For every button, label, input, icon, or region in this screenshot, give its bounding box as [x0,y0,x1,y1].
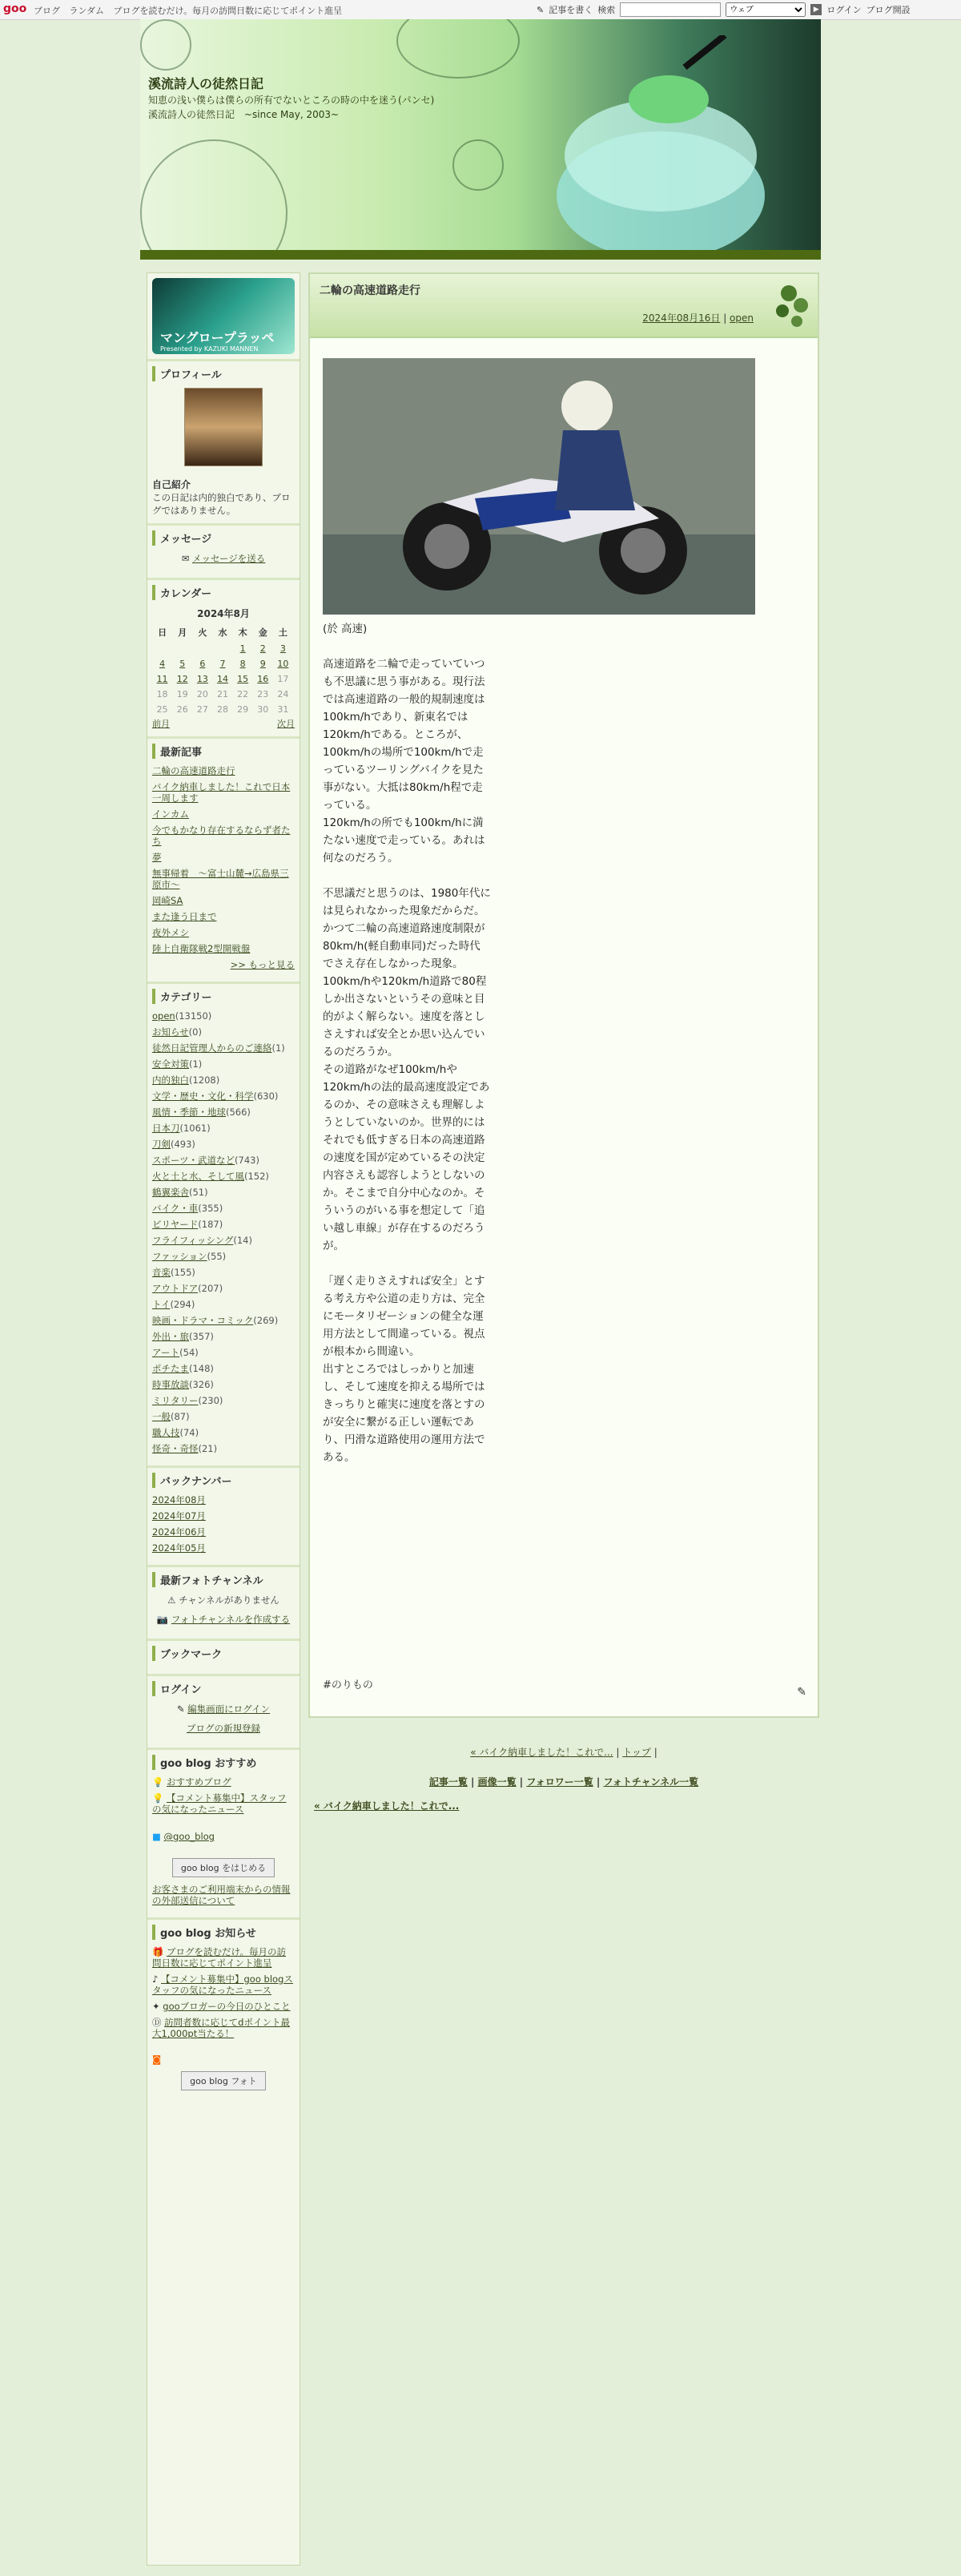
twitter-icon: ■ [152,1831,161,1842]
calendar-day: 31 [277,704,289,715]
recent-article-link[interactable]: また逢う日まで [152,911,217,922]
category-link[interactable]: スポーツ・武道など [152,1155,235,1166]
category-link[interactable]: 文学・歴史・文化・科学 [152,1090,254,1102]
category-link[interactable]: ファッション [152,1251,207,1262]
top-right-tools [537,2,911,17]
sidebar [147,272,300,2566]
d-point-icon: Ⓓ [152,2017,162,2028]
photo-channel-title: 最新フォトチャンネル [152,1572,295,1587]
send-message-link[interactable]: メッセージを送る [191,553,266,564]
recommend-title: goo blog おすすめ [152,1755,295,1770]
category-link[interactable]: 映画・ドラマ・コミック [152,1315,254,1326]
post-paragraph: 不思議だと思うのは、1980年代には見られなかった現象だからだ。 [323,887,491,917]
category-count: (743) [235,1155,259,1166]
calendar-day [192,641,212,656]
category-link[interactable]: 外出・旅 [152,1331,189,1342]
category-link[interactable]: フライフィッシング [152,1235,234,1246]
post-hashtag[interactable]: #のりもの [323,1679,373,1691]
category-link[interactable]: 怪奇・奇怪 [152,1443,199,1454]
write-article-link[interactable]: 記事を書く [549,5,593,15]
calendar-day[interactable]: 13 [196,674,208,684]
calendar-day[interactable]: 14 [216,674,228,684]
calendar-day[interactable]: 10 [277,659,289,669]
calendar-day: 29 [237,704,249,715]
backnumber-link[interactable]: 2024年08月 [152,1494,206,1506]
nav-point-promo[interactable]: ブログを読むだけ。毎月の訪問日数に応じてポイント進呈 [113,6,343,16]
post-date-link[interactable]: 2024年08月16日 [642,312,721,324]
calendar-day[interactable]: 12 [176,674,188,684]
start-goo-blog-button[interactable]: goo blog をはじめる [172,1858,275,1877]
calendar-day [152,641,172,656]
calendar-day[interactable]: 16 [257,674,269,684]
calendar-day[interactable]: 2 [259,643,266,654]
recent-article-link[interactable]: 岡崎SA [152,895,183,906]
news-title: goo blog お知らせ [152,1925,295,1940]
open-blog-link[interactable]: ブログ開設 [866,5,911,15]
motorcycle-photo[interactable] [323,358,755,615]
category-link[interactable]: 日本刀 [152,1123,180,1134]
post-paragraph: 100km/hや120km/h道路で80程しか出さないというその意味と目的がよく解らない。速度を落としさえすれば安全とか思い込んでいるのだろうか。 [323,975,487,1058]
category-count: (54) [179,1347,199,1358]
recent-article-link[interactable]: 夢 [152,852,162,863]
envelope-icon: ✉ [181,553,190,564]
gift-icon: 🎁 [152,1946,164,1957]
calendar-day[interactable]: 11 [156,674,168,684]
weekday-mon: 月 [178,627,187,638]
category-count: (55) [207,1251,227,1262]
recent-article-link[interactable]: バイク納車しました！これで日本一周します [152,781,291,804]
post-header [310,274,818,338]
category-link[interactable]: トイ [152,1299,171,1310]
post-pager: « バイク納車しました！これで... | トップ | [470,1747,657,1758]
category-link[interactable]: 徒然日記管理人からのご連絡 [152,1042,272,1054]
post-paragraph: かつて二輪の高速道路速度制限が80km/h(軽自動車同)だった時代でさえ存在しなかった現象。 [323,922,485,970]
category-count: (294) [170,1299,195,1310]
recent-title: 最新記事 [152,744,295,759]
shaved-ice-glass-image [525,35,789,260]
calendar-day [172,641,192,656]
nav-blog[interactable]: ブログ [34,6,60,16]
recommend-link[interactable]: おすすめブログ [166,1776,231,1788]
login-title: ログイン [152,1681,295,1696]
category-count: (14) [233,1235,252,1246]
floral-ornament [396,19,520,79]
calendar-table [152,623,293,717]
calendar-day[interactable]: 8 [239,659,246,669]
backnumber-section [147,1465,300,1565]
banner-title: マングロープラッペ [160,330,275,345]
external-info-link[interactable]: お客さまのご利用端末からの情報の外部送信について [152,1884,291,1906]
floral-ornament [452,139,504,191]
post-paragraph: 高速道路を二輪で走っていていつも不思議に思う事がある。現行法では高速道路の一般的規制速度は100km/hであり、新東名では120km/hである。ところが、100km/hの場所で100km/hで走っているツーリングバイクを見た事がない。大抵は80km/h程で走っている。 [323,658,485,812]
category-title: カテゴリー [152,989,295,1004]
calendar-day[interactable]: 6 [199,659,206,669]
goo-logo[interactable]: goo [3,2,27,15]
category-count: (152) [244,1171,269,1182]
category-link[interactable]: ビリヤード [152,1219,199,1230]
blog-description: 知恵の浅い僕らは僕らの所有でないところの時の中を迷う(パンセ) 溪流詩人の徒然日記 ~since May, 2003~ [148,95,444,120]
calendar-day[interactable]: 1 [239,643,246,654]
photo-caption: (於 高速) [323,623,368,635]
category-link[interactable]: 音楽 [152,1267,171,1278]
floral-ornament [140,19,191,71]
news-section [147,1917,300,2103]
lightbulb-icon: 💡 [152,1792,164,1804]
calendar-month: 2024年8月 [197,608,250,619]
category-count: (87) [171,1411,190,1422]
category-count: (326) [189,1379,214,1390]
category-count: (230) [198,1395,223,1406]
music-note-icon: ♪ [152,1973,159,1985]
photo-channel-list-link[interactable]: フォトチャンネル一覧 [603,1776,699,1788]
search-input[interactable] [620,2,721,17]
news-link[interactable]: ブログを読むだけ。毎月の訪問日数に応じてポイント進呈 [152,1946,287,1969]
blog-header [140,19,821,260]
category-link[interactable]: アート [152,1347,180,1358]
category-link[interactable]: 時事放談 [152,1379,189,1390]
category-link[interactable]: 内的独白 [152,1074,189,1086]
post-category-link[interactable]: open [730,312,754,324]
calendar-day: 22 [237,689,249,699]
post-paragraph: 「遅く走りさえすれば安全」とする考え方や公道の走り方は、完全にモータリゼーションの健全な運用方法として間違っている。視点が根本から間違い。 [323,1275,485,1358]
calendar-day: 27 [196,704,208,715]
recent-articles-section [147,736,300,982]
category-count: (630) [253,1090,279,1102]
calendar-day[interactable]: 5 [179,659,186,669]
category-count: (155) [171,1267,195,1278]
category-link[interactable]: バイク・車 [152,1203,199,1214]
category-count: (0) [188,1026,202,1038]
top-toolbar [0,0,961,20]
category-section [147,982,300,1465]
avatar [184,388,263,466]
calendar-day: 25 [156,704,168,715]
category-link[interactable]: お知らせ [152,1026,189,1038]
message-section [147,523,300,578]
weekday-thu: 木 [238,627,247,638]
no-channel-text: チャンネルがありません [179,1594,279,1606]
recommend-section [147,1748,300,1917]
calendar-next-link[interactable]: 次月 [277,719,295,729]
category-count: (207) [198,1283,223,1294]
profile-section [147,359,300,523]
calendar-day: 17 [277,674,289,684]
category-count: (1) [271,1042,285,1054]
category-link[interactable]: 風情・季節・地球 [152,1107,226,1118]
login-link[interactable]: ログイン [826,5,862,15]
warning-icon: ⚠ [167,1594,176,1606]
article-list-link[interactable]: 記事一覧 [428,1776,468,1788]
post-meta: 2024年08月16日 | open [642,312,754,324]
profile-heading: 自己紹介 [152,479,191,490]
profile-text: この日記は内的独白であり、ブログではありません。 [152,492,291,516]
main-content [308,272,819,1715]
edit-pen-icon[interactable]: ✎ [797,1686,806,1699]
calendar-day: 21 [216,689,228,699]
lightbulb-icon: 💡 [152,1776,164,1788]
category-count: (74) [179,1427,199,1438]
search-scope-select[interactable] [726,2,806,17]
message-title: メッセージ [152,530,295,546]
category-link[interactable]: 火と土と水、そして風 [152,1171,244,1182]
recent-article-link[interactable]: 無事帰着 ～富士山麓→広島県三原市～ [152,868,289,890]
category-count: (566) [226,1107,251,1118]
login-section [147,1674,300,1748]
calendar-section [147,578,300,736]
top-link[interactable]: トップ [622,1747,651,1758]
backnumber-link[interactable]: 2024年05月 [152,1542,206,1554]
post-title[interactable]: 二輪の高速道路走行 [320,284,420,297]
follower-list-link[interactable]: フォロワー一覧 [526,1776,593,1788]
sidebar-banner[interactable] [152,278,295,354]
floral-ornament [140,139,287,260]
weekday-fri: 金 [258,627,267,638]
edit-login-link[interactable]: 編集画面にログイン [187,1703,271,1715]
pen-icon: ✎ [176,1703,185,1715]
category-link[interactable]: 鶴翼楽舎 [152,1187,189,1198]
category-count: (21) [198,1443,218,1454]
category-count: (1) [189,1058,203,1070]
category-count: (13150) [175,1010,212,1022]
category-count: (355) [198,1203,223,1214]
category-link[interactable]: 刀剣 [152,1139,171,1150]
calendar-day: 28 [216,704,228,715]
category-count: (1208) [189,1074,220,1086]
calendar-day [212,641,232,656]
bookmark-title: ブックマーク [152,1646,295,1661]
twitter-link[interactable]: @goo_blog [163,1831,215,1842]
backnumber-link[interactable]: 2024年06月 [152,1526,206,1538]
category-link[interactable]: open [152,1010,175,1022]
calendar-day: 18 [156,689,168,699]
news-link[interactable]: gooブロガーの今日のひとこと [163,2001,291,2012]
calendar-day: 23 [257,689,269,699]
post-paragraph: 120km/hの所でも100km/hに満たない速度で走っている。あれは何なのだろう。 [323,816,485,865]
recent-article-link[interactable]: インカム [152,808,189,820]
backnumber-link[interactable]: 2024年07月 [152,1510,206,1522]
recent-article-link[interactable]: 今でもかなり存在するならず者たち [152,824,291,847]
category-link[interactable]: 一般 [152,1411,171,1422]
post-paragraph: その道路がなぜ100km/hや120km/hの法的最高速度設定であるのか、その意味さえも理解しようとしていないのか。世界的にはそれでも低すぎる日本の高速道路の速度を国が定めているその決定内容さえも認容しようとしないのか。そこまで自分中心なのか。そういうのがいる事を想定して「追い越し車線」が存在するのだろうが。 [323,1063,490,1252]
new-blog-link[interactable]: ブログの新規登録 [187,1723,260,1734]
search-label: 検索 [597,5,616,15]
calendar-day[interactable]: 3 [279,643,286,654]
post-body [323,620,491,1466]
calendar-day: 19 [176,689,188,699]
back-nav [314,1799,459,1812]
category-link[interactable]: 安全対策 [152,1058,189,1070]
weekday-wed: 水 [218,627,227,638]
nav-random[interactable]: ランダム [69,6,105,16]
weekday-sat: 土 [278,627,287,638]
category-count: (51) [189,1187,208,1198]
calendar-day[interactable]: 7 [219,659,226,669]
calendar-day: 26 [176,704,188,715]
category-count: (148) [189,1363,214,1374]
category-count: (493) [171,1139,195,1150]
pen-icon: ✎ [537,4,545,15]
category-link[interactable]: ミリタリー [152,1395,199,1406]
calendar-prev-link[interactable]: 前月 [152,719,170,729]
search-go-icon[interactable]: ▶ [810,4,822,15]
category-count: (269) [253,1315,279,1326]
recent-article-link[interactable]: 二輪の高速道路走行 [152,765,235,776]
calendar-day: 20 [196,689,208,699]
category-link[interactable]: 職人技 [152,1427,180,1438]
prev-post-link[interactable]: « バイク納車しました！これで... [470,1747,613,1758]
category-count: (1061) [179,1123,211,1134]
goo-blog-photo-button[interactable]: goo blog フォト [181,2071,266,2090]
banner-subtitle: Presented by KAZUKI MANNEN [160,345,259,353]
blog-post [308,272,819,1718]
category-count: (357) [189,1331,214,1342]
blog-title[interactable]: 溪流詩人の徒然日記 [148,76,264,91]
camera-icon: 📷 [156,1614,169,1625]
photo-channel-section [147,1565,300,1639]
bookmark-section [147,1639,300,1674]
category-link[interactable]: ポチたま [152,1363,189,1374]
calendar-day: 30 [257,704,269,715]
calendar-title: カレンダー [152,585,295,600]
create-photo-channel-link[interactable]: フォトチャンネルを作成する [171,1614,291,1625]
category-link[interactable]: アウトドア [152,1283,199,1294]
news-link[interactable]: 訪問者数に応じてdポイント最大1,000pt当たる！ [152,2017,290,2039]
post-paragraph: 出すところではしっかりと加速し、そして速度を抑える場所ではきっちりと確実に速度を落とすのが安全に繋がる正しい運転であり、円滑な道路使用の運用方法である。 [323,1363,485,1464]
news-link[interactable]: 【コメント募集中】goo blogスタッフの気になったニュース [152,1973,293,1996]
recent-article-link[interactable]: 夜外メシ [152,927,189,938]
header-bar [140,250,821,260]
category-count: (187) [198,1219,223,1230]
calendar-day[interactable]: 4 [159,659,166,669]
rss-icon[interactable]: ◙ [152,2054,162,2065]
weekday-tue: 火 [198,627,207,638]
list-links: 記事一覧 | 画像一覧 | フォロワー一覧 | フォトチャンネル一覧 [428,1776,699,1788]
weekday-sun: 日 [158,627,167,638]
backnumber-title: バックナンバー [152,1473,295,1488]
calendar-day[interactable]: 9 [259,659,266,669]
image-list-link[interactable]: 画像一覧 [477,1776,517,1788]
sparkle-icon: ✦ [152,2001,160,2012]
more-articles-link[interactable]: >> もっと見る [230,959,295,970]
leaf-ornament-icon [765,277,813,332]
profile-title: プロフィール [152,366,295,381]
recommend-link[interactable]: 【コメント募集中】スタッフの気になったニュース [152,1792,287,1815]
recent-article-link[interactable]: 陸上自衛隊戦2型開戦盤 [152,943,251,954]
calendar-day[interactable]: 15 [237,674,249,684]
top-nav [34,4,348,17]
back-post-link[interactable]: « バイク納車しました！これで... [314,1800,460,1812]
calendar-day: 24 [277,689,289,699]
